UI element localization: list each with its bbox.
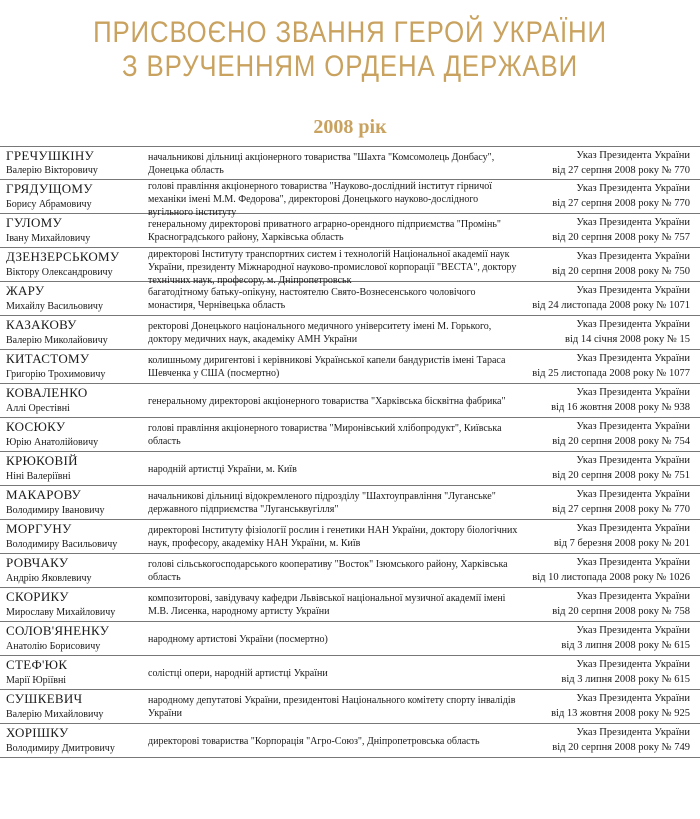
awardee-surname: КАЗАКОВУ: [6, 317, 77, 332]
decree-title: Указ Президента України: [576, 693, 690, 704]
decree-reference: [561, 623, 690, 653]
awardee-surname: СОЛОВ'ЯНЕНКУ: [6, 623, 110, 638]
awardee-given-name: Мирославу Михайловичу: [6, 607, 116, 618]
decree-title: Указ Президента України: [576, 183, 690, 194]
list-item: [0, 452, 700, 486]
awardee-given-name: Марії Юріївні: [6, 675, 67, 686]
list-item: [0, 418, 700, 452]
list-item: [0, 588, 700, 622]
page-title-line-2: З ВРУЧЕННЯМ ОРДЕНА ДЕРЖАВИ: [122, 50, 578, 83]
awardee-description: народному артистові України (посмертно): [148, 634, 328, 645]
awardee-given-name: Володимиру Івановичу: [6, 505, 105, 516]
decree-date: від 20 серпня 2008 року № 758: [552, 606, 690, 617]
decree-date: від 14 січня 2008 року № 15: [565, 334, 690, 345]
list-item: [0, 384, 700, 418]
awardee-description: директорові Інституту фізіології рослин і генетики НАН України, доктору біологічних наук, професору, академіку НАН України, м. Київ: [148, 525, 518, 549]
awardee-given-name: Аллі Орестівні: [6, 403, 70, 414]
awardee-description: начальникові дільниці акціонерного товариства "Шахта "Комсомолець Донбасу", Донецька область: [148, 152, 495, 176]
decree-title: Указ Президента України: [576, 217, 690, 228]
decree-reference: [552, 148, 690, 178]
decree-date: від 10 листопада 2008 року № 1026: [532, 572, 690, 583]
decree-reference: [551, 385, 690, 415]
awardee-given-name: Григорію Трохимовичу: [6, 369, 106, 380]
awardee-surname: КРЮКОВІЙ: [6, 453, 78, 468]
awardee-description: голові правління акціонерного товариства "Миронівський хлібопродукт", Київська область: [148, 423, 502, 447]
awardee-given-name: Віктору Олександровичу: [6, 267, 113, 278]
awardee-given-name: Валерію Миколайовичу: [6, 335, 108, 346]
decree-reference: [565, 317, 690, 347]
decree-title: Указ Президента України: [576, 455, 690, 466]
list-item: [0, 146, 700, 180]
decree-date: від 20 серпня 2008 року № 751: [552, 470, 690, 481]
decree-title: Указ Президента України: [576, 387, 690, 398]
decree-title: Указ Президента України: [576, 251, 690, 262]
list-item: [0, 282, 700, 316]
decree-date: від 3 липня 2008 року № 615: [561, 640, 690, 651]
awardee-given-name: Анатолію Борисовичу: [6, 641, 101, 652]
decree-date: від 25 листопада 2008 року № 1077: [532, 368, 690, 379]
awardee-description: багатодітному батьку-опікуну, настоятелю Свято-Вознесенського чоловічого монастиря, Чернівецька область: [148, 287, 476, 311]
awardee-surname: МОРГУНУ: [6, 521, 72, 536]
decree-date: від 20 серпня 2008 року № 754: [552, 436, 690, 447]
decree-date: від 27 серпня 2008 року № 770: [552, 504, 690, 515]
decree-title: Указ Президента України: [576, 353, 690, 364]
awardee-given-name: Володимиру Васильовичу: [6, 539, 118, 550]
awardee-surname: ХОРІШКУ: [6, 725, 69, 740]
awardee-given-name: Борису Абрамовичу: [6, 199, 92, 210]
awardee-surname: КОВАЛЕНКО: [6, 385, 88, 400]
awardee-description: директорові Інституту транспортних систем і технологій Національної академії наук України, президенту Міжнародної науково-промислової корпорації "ВЕСТА", доктору технічних наук, професору, м. Дніпропетровськ: [148, 249, 517, 286]
awardee-surname: РОВЧАКУ: [6, 555, 69, 570]
list-item: [0, 248, 700, 286]
awardee-description: голові правління акціонерного товариства "Науково-дослідний інститут гірничої механіки імені М.М. Федорова", директорові Донецького науково-дослідного вугільного інституту: [148, 181, 493, 218]
awardee-description: генеральному директорові приватного аграрно-орендного підприємства "Промінь" Красноградського району, Харківська область: [148, 219, 501, 243]
awardee-surname: КИТАСТОМУ: [6, 351, 90, 366]
list-item: [0, 180, 700, 218]
awardee-description: колишньому диригентові і керівникові Української капели бандуристів імені Тараса Шевченка у США (посмертно): [148, 355, 506, 379]
decree-reference: [532, 555, 690, 585]
awardee-surname: ГУЛОМУ: [6, 215, 63, 230]
decree-reference: [561, 657, 690, 687]
list-item: [0, 486, 700, 520]
awardee-surname: СУШКЕВИЧ: [6, 691, 83, 706]
list-item: [0, 724, 700, 758]
awardee-surname: СКОРИКУ: [6, 589, 69, 604]
decree-reference: [552, 419, 690, 449]
awardee-given-name: Андрію Яковлевичу: [6, 573, 92, 584]
decree-title: Указ Президента України: [576, 727, 690, 738]
decree-reference: [552, 487, 690, 517]
decree-reference: [551, 691, 690, 721]
decree-title: Указ Президента України: [576, 625, 690, 636]
decree-reference: [552, 453, 690, 483]
list-item: [0, 690, 700, 724]
decree-reference: [552, 181, 690, 211]
awardee-description: ректорові Донецького національного медичного університету імені М. Горького, доктору медичних наук, академіку АМН України: [148, 321, 492, 345]
awardee-description: композиторові, завідувачу кафедри Львівської національної музичної академії імені М.В. Лисенка, народному артисту України: [148, 593, 506, 617]
list-item: [0, 350, 700, 384]
decree-title: Указ Президента України: [576, 659, 690, 670]
awardee-list: [0, 146, 700, 758]
list-item: [0, 656, 700, 690]
awardee-surname: СТЕФ'ЮК: [6, 657, 68, 672]
list-item: [0, 622, 700, 656]
list-item: [0, 520, 700, 554]
decree-date: від 3 липня 2008 року № 615: [561, 674, 690, 685]
awardee-surname: ЖАРУ: [6, 283, 45, 298]
decree-reference: [554, 521, 690, 551]
decree-title: Указ Президента України: [576, 319, 690, 330]
year-heading: 2008 рік: [313, 116, 387, 138]
awardee-given-name: Юрію Анатолійовичу: [6, 437, 99, 448]
decree-date: від 20 серпня 2008 року № 750: [552, 266, 690, 277]
awardee-description: солістці опери, народній артистці України: [148, 668, 328, 679]
decree-reference: [532, 351, 690, 381]
decree-reference: [532, 283, 690, 313]
awardee-surname: ГРЕЧУШКІНУ: [6, 148, 95, 163]
awardee-given-name: Михайлу Васильовичу: [6, 301, 103, 312]
decree-date: від 7 березня 2008 року № 201: [553, 538, 690, 549]
decree-title: Указ Президента України: [576, 591, 690, 602]
decree-title: Указ Президента України: [576, 285, 690, 296]
decree-date: від 20 серпня 2008 року № 757: [552, 232, 690, 243]
awardee-description: директорові товариства "Корпорація "Агро-Союз", Дніпропетровська область: [148, 736, 480, 747]
decree-title: Указ Президента України: [576, 523, 690, 534]
awardee-surname: ГРЯДУЩОМУ: [6, 181, 93, 196]
awardee-description: голові сільськогосподарського кооперативу "Восток" Ізюмського району, Харківська область: [148, 559, 508, 583]
decree-date: від 24 листопада 2008 року № 1071: [532, 300, 690, 311]
awardee-description: начальникові дільниці відокремленого підрозділу "Шахтоуправління "Луганське" державного підприємства "Луганськвугілля": [148, 491, 496, 515]
awardee-given-name: Володимиру Дмитровичу: [6, 743, 115, 754]
awardee-description: генеральному директорові акціонерного товариства "Харківська бісквітна фабрика": [148, 396, 506, 407]
awardee-surname: КОСЮКУ: [6, 419, 66, 434]
list-item: [0, 316, 700, 350]
decree-title: Указ Президента України: [576, 150, 690, 161]
decree-date: від 20 серпня 2008 року № 749: [552, 742, 690, 753]
decree-title: Указ Президента України: [576, 421, 690, 432]
list-item: [0, 214, 700, 248]
awardee-description: народній артистці України, м. Київ: [148, 464, 297, 475]
awardee-given-name: Ніні Валеріївні: [6, 471, 71, 482]
decree-title: Указ Президента України: [576, 489, 690, 500]
decree-date: від 13 жовтня 2008 року № 925: [551, 708, 690, 719]
awardee-description: народному депутатові України, президентові Національного комітету спорту інвалідів України: [148, 695, 516, 719]
decree-reference: [552, 215, 690, 245]
decree-reference: [552, 589, 690, 619]
awardee-surname: ДЗЕНЗЕРСЬКОМУ: [6, 249, 120, 264]
awardee-given-name: Івану Михайловичу: [6, 233, 91, 244]
page-title-line-1: ПРИСВОЄНО ЗВАННЯ ГЕРОЙ УКРАЇНИ: [93, 16, 607, 49]
decree-reference: [552, 249, 690, 279]
decree-date: від 27 серпня 2008 року № 770: [552, 165, 690, 176]
awardee-surname: МАКАРОВУ: [6, 487, 82, 502]
list-item: [0, 554, 700, 588]
decree-date: від 16 жовтня 2008 року № 938: [551, 402, 690, 413]
awardee-given-name: Валерію Вікторовичу: [6, 165, 98, 176]
awardee-given-name: Валерію Михайловичу: [6, 709, 104, 720]
decree-date: від 27 серпня 2008 року № 770: [552, 198, 690, 209]
decree-reference: [552, 725, 690, 755]
decree-title: Указ Президента України: [576, 557, 690, 568]
